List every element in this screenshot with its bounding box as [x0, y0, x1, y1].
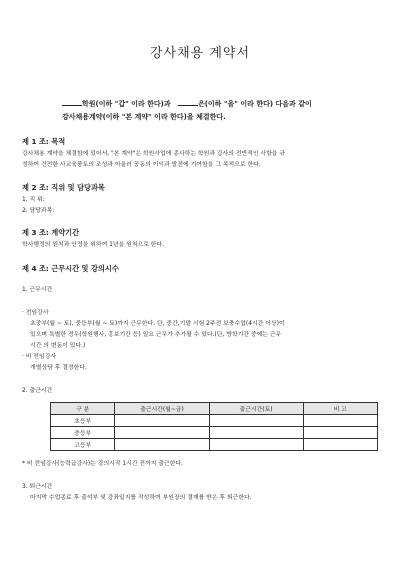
table-row [51, 439, 378, 451]
departure-time-subheading: 3. 퇴근시간 [22, 484, 53, 490]
full-time-text-line-2: 있으며 특별한 경우(학원행사, 홍보기간 등) 일요 근무가 추가될 수 있다.(단, 방학기간 중에는 근무 [30, 332, 282, 338]
part-time-arrival-note: * 비 전임강사(능력급강사)는 강의시작 1시간 전까지 출근한다. [22, 461, 183, 467]
table-cell-saturday[interactable] [209, 415, 303, 427]
full-time-text-line-1: 초중부(월 ~ 토), 중등부(월 ~ 토)까지 근무한다. 단, 중간,기말 시험 2주전 보충수업(4시간 이상)이 [30, 321, 285, 327]
table-cell-saturday[interactable] [209, 439, 303, 451]
article-1-text-line-2: 정하여 건전한 사교육풍토의 조성과 아울러 공동의 이익과 발전에 기여함을 그 목적으로 한다. [22, 162, 261, 168]
table-cell-division: 고등부 [51, 439, 115, 451]
document-title: 강사채용 계약서 [149, 46, 251, 61]
table-cell-weekday[interactable] [115, 415, 209, 427]
article-3-text: 학사행정의 원칙과 안정을 위하여 1년을 원칙으로 한다. [22, 242, 165, 248]
table-row [51, 427, 378, 439]
academy-name-blank[interactable] [62, 99, 82, 106]
table-header-cell: 비 고 [303, 403, 377, 415]
part-time-text: 개별상담 후 결정한다. [30, 365, 87, 371]
instructor-name-blank[interactable] [178, 99, 198, 106]
departure-time-text: 마지막 수업종료 후 출석부 및 강좌일지를 작성하여 부원장의 결재를 받은 후 퇴근한다. [30, 495, 252, 501]
part-time-label: · 비 전임강사 [22, 354, 57, 360]
article-1-heading: 제 1 조: 목적 [22, 137, 66, 146]
full-time-text-line-3: 시간 의 변동이 있다.) [30, 343, 86, 349]
full-time-label: · 전임강사 [22, 310, 49, 316]
intro-line-2: 강사채용계약(이하 "본 계약" 이라 한다)을 체결한다. [62, 113, 226, 121]
table-cell-note[interactable] [303, 427, 377, 439]
article-3-heading: 제 3 조: 계약기간 [22, 228, 80, 237]
table-cell-weekday[interactable] [115, 427, 209, 439]
arrival-time-subheading: 2. 출근시간 [22, 388, 53, 394]
article-4-heading: 제 4 조: 근무시간 및 강의시수 [22, 264, 119, 273]
work-hours-subheading: 1. 근무시간 [22, 287, 53, 293]
table-cell-division: 초등부 [51, 415, 115, 427]
intro-text-part1: 학원(이하 "갑" 이라 한다)과 [82, 100, 171, 108]
table-cell-division: 중등부 [51, 427, 115, 439]
table-header-row [51, 403, 378, 415]
table-header-cell: 구 분 [51, 403, 115, 415]
table-cell-weekday[interactable] [115, 439, 209, 451]
article-2-heading: 제 2 조: 직위 및 담당과목 [22, 183, 105, 192]
table-header-cell: 출근시간(토) [209, 403, 303, 415]
table-cell-note[interactable] [303, 415, 377, 427]
subject-field: 2. 담당과목: [22, 208, 55, 214]
position-field: 1. 직 위: [22, 197, 45, 203]
table-cell-saturday[interactable] [209, 427, 303, 439]
table-header-cell: 출근시간(월~금) [115, 403, 209, 415]
arrival-time-table [50, 402, 378, 451]
table-cell-note[interactable] [303, 439, 377, 451]
table-row [51, 415, 378, 427]
intro-line-1 [62, 98, 362, 110]
article-1-text-line-1: 강사채용 계약을 체결함에 있어서, "본 계약"은 학원사업에 종사하는 학원과 강사의 전반적인 사항을 규 [22, 151, 286, 157]
intro-text-part2: 은(이하 "을" 이라 한다) 다음과 같이 [197, 100, 312, 108]
